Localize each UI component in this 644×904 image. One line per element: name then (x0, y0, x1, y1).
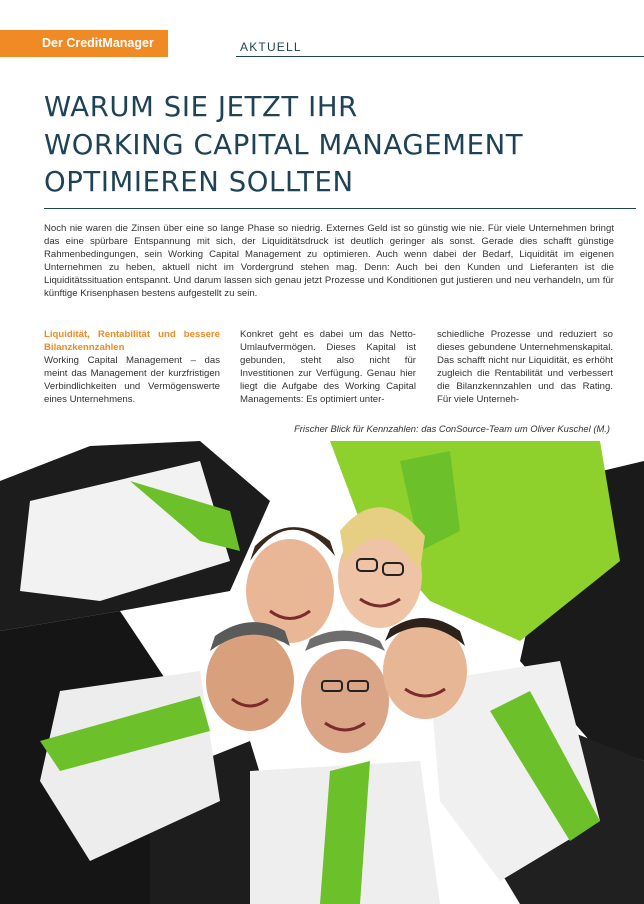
headline-line-3: OPTIMIEREN SOLLTEN (44, 166, 354, 198)
publication-tag: Der CreditManager (0, 30, 168, 57)
section-label: AKTUELL (240, 40, 302, 54)
headline-divider (44, 208, 636, 209)
column-3-text: schiedliche Prozesse und reduziert so dieses gebundene Unternehmenskapital. Das schafft nicht nur Liquidität, es erhöht zugleich die Rentabilität und verbessert die Bilanzkennzahlen und das Rating. Für viele Unterneh- (437, 329, 613, 406)
team-photo-illustration (0, 441, 644, 904)
text-column-2 (240, 328, 416, 407)
text-column-1 (44, 328, 220, 407)
column-1-text: Working Capital Management – das meint das Management der kurzfristigen Verbindlichkeiten und Vermögenswerte eines Unternehmens. (44, 355, 220, 406)
headline-line-1: WARUM SIE JETZT IHR (44, 91, 358, 123)
article-headline (44, 89, 624, 202)
headline-line-2: WORKING CAPITAL MANAGEMENT (44, 128, 524, 161)
team-photo (0, 441, 644, 904)
column-subheading: Liquidität, Rentabilität und bessere Bilanzkennzahlen (44, 329, 220, 354)
text-column-3 (437, 328, 613, 407)
header-rule (236, 56, 644, 57)
lead-paragraph: Noch nie waren die Zinsen über eine so lange Phase so niedrig. Externes Geld ist so günstig wie nie. Für viele Unternehmen bringt das eine spürbare Entspannung mit sich, der Liquiditätsdruck ist deutlich geringer als sonst. Gerade dies schafft günstige Rahmenbedingungen, sein Working Capital Management zu optimieren. Auch wenn dabei der Bedarf, Liquidität im eigenen Unternehmen zu heben, aktuell nicht im Vordergrund stehen mag. Denn: Auch bei den Kunden und Lieferanten ist die Liquiditätssituation entspannt. Und darum lassen sich genau jetzt Prozesse und Konditionen gut justieren und neu verhandeln, um für künftige Krisenphasen bestens aufgestellt zu sein. (44, 223, 614, 300)
column-2-text: Konkret geht es dabei um das Netto-Umlaufvermögen. Dieses Kapital ist gebunden, steht also nicht für Investitionen zur Verfügung. Genau hier liegt die Aufgabe des Working Capital Managements: Es optimiert unter- (240, 329, 416, 406)
photo-caption: Frischer Blick für Kennzahlen: das ConSource-Team um Oliver Kuschel (M.) (294, 423, 610, 434)
